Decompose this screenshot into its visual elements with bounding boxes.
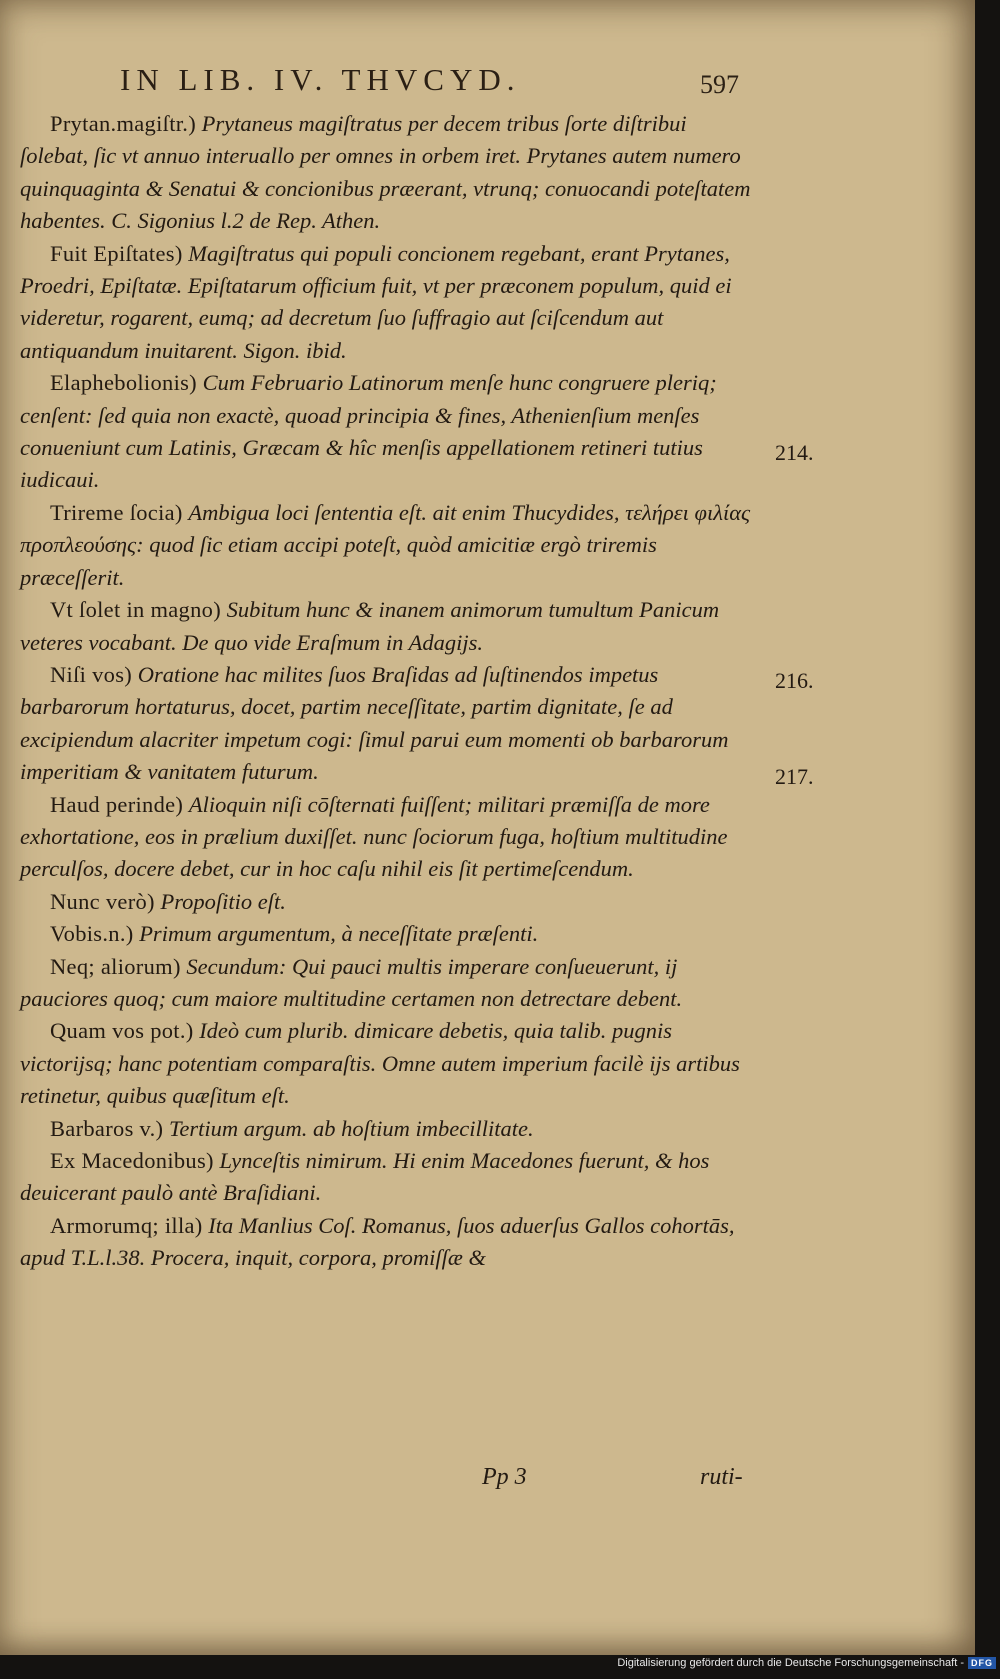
- dfg-logo-icon: DFG: [968, 1657, 996, 1669]
- entry-gloss: Magiſtratus qui populi concionem regebant, erant Prytanes, Proedri, Epiſtatæ. Epiſtatarum officium fuit, vt per præconem populum, quid ei videretur, rogarent, eumq; ad decretum ſuo ſuffragio aut ſciſcendum aut antiquandum inuitarent. Sigon. ibid.: [20, 240, 732, 363]
- entry-lemma: Niſi vos): [50, 661, 133, 687]
- entry-gloss: Cum Februario Latinorum menſe hunc congruere pleriq; cenſent: ſed quia non exactè, quoad principia & fines, Athenienſium menſes conueniunt cum Latinis, Græcam & hîc menſis appellationem retineri tutius iudicaui.: [20, 370, 717, 493]
- entry-lemma: Vobis.n.): [50, 921, 134, 947]
- entry-gloss: Lynceſtis nimirum. Hi enim Macedones fuerunt, & hos deuicerant paulò antè Braſidiani.: [20, 1148, 710, 1206]
- margin-section-number: 216.: [775, 668, 814, 693]
- commentary-entry: [20, 1210, 755, 1275]
- entry-gloss: Ambigua loci ſententia eſt. ait enim Thucydides, τελήρει φιλίας προπλεούσης: quod ſic etiam accipi poteſt, quòd amicitiæ ergò triremis præceſſerit.: [20, 499, 751, 590]
- entry-gloss: Ideò cum plurib. dimicare debetis, quia talib. pugnis victorijsq; hanc potentiam comparaſtis. Omne autem imperium facilè ijs artibus retinetur, quibus quæſitum eſt.: [20, 1018, 740, 1109]
- digitization-attribution: [617, 1657, 996, 1669]
- commentary-entry: [20, 1015, 755, 1112]
- entry-lemma: Quam vos pot.): [50, 1018, 194, 1044]
- commentary-entry: [20, 918, 755, 950]
- commentary-entry: [20, 238, 755, 368]
- entry-lemma: Barbaros v.): [50, 1115, 164, 1141]
- entry-lemma: Haud perinde): [50, 791, 184, 817]
- commentary-entry: [20, 789, 755, 886]
- commentary-entry: [20, 659, 755, 789]
- commentary-entry: [20, 1113, 755, 1145]
- entry-lemma: Neq; aliorum): [50, 953, 181, 979]
- entry-gloss: Alioquin niſi cōſternati fuiſſent; militari præmiſſa de more exhortatione, eos in prælium duxiſſet. nunc ſociorum fuga, hoſtium multitudine perculſos, docere debet, cur in hoc caſu nihil eis ſit pertimeſcendum.: [20, 791, 728, 882]
- entry-lemma: Fuit Epiſtates): [50, 240, 183, 266]
- commentary-entry: [20, 108, 755, 238]
- entry-lemma: Prytan.magiſtr.): [50, 111, 197, 136]
- entry-lemma: Ex Macedonibus): [50, 1148, 214, 1173]
- entry-lemma: Armorumq; illa): [50, 1212, 203, 1238]
- margin-section-number: 217.: [775, 764, 814, 789]
- margin-section-number: 214.: [775, 440, 814, 465]
- commentary-entry: [20, 886, 755, 918]
- entry-gloss: Oratione hac milites ſuos Braſidas ad ſuſtinendos impetus barbarorum hortaturus, docet, partim neceſſitate, partim dignitate, ſe ad excipiendum alacriter impetum cogi: ſimul parui eum momenti ob barbarorum imperitiam & vanitatem futurum.: [20, 661, 729, 785]
- catchword: ruti-: [700, 1464, 743, 1490]
- entry-lemma: Vt ſolet in magno): [50, 597, 221, 623]
- commentary-entry: [20, 1145, 755, 1210]
- commentary-entry: [20, 497, 755, 594]
- entry-gloss: Prytaneus magiſtratus per decem tribus ſorte diſtribui ſolebat, ſic vt annuo interuallo per omnes in orbem iret. Prytanes autem numero quinquaginta & Senatui & concionibus præerant, vtrunq; conuocandi poteſtatem habentes. C. Sigonius l.2 de Rep. Athen.: [20, 111, 751, 234]
- entry-lemma: Elaphebolionis): [50, 370, 197, 396]
- entry-lemma: Nunc verò): [50, 888, 155, 914]
- entry-lemma: Trireme ſocia): [50, 499, 183, 525]
- commentary-entry: [20, 367, 755, 497]
- entry-gloss: Propoſitio eſt.: [160, 888, 286, 914]
- attribution-text: Digitalisierung gefördert durch die Deutsche Forschungsgemeinschaft -: [617, 1657, 964, 1669]
- commentary-entry: [20, 951, 755, 1016]
- running-title: IN LIB. IV. THVCYD.: [120, 62, 521, 97]
- entry-gloss: Subitum hunc & inanem animorum tumultum Panicum veteres vocabant. De quo vide Eraſmum in Adagijs.: [20, 597, 720, 655]
- page-number: 597: [700, 70, 739, 99]
- commentary-entry: [20, 594, 755, 659]
- signature-mark: Pp 3: [482, 1464, 527, 1490]
- entry-gloss: Secundum: Qui pauci multis imperare conſueuerunt, ij pauciores quoq; cum maiore multitudine certamen non detrectare debent.: [20, 953, 683, 1011]
- entry-gloss: Ita Manlius Coſ. Romanus, ſuos aduerſus Gallos cohortās, apud T.L.l.38. Procera, inquit, corpora, promiſſæ &: [20, 1212, 735, 1271]
- entry-gloss: Tertium argum. ab hoſtium imbecillitate.: [168, 1115, 534, 1141]
- entry-gloss: Primum argumentum, à neceſſitate præſenti.: [139, 921, 539, 947]
- commentary-text: [20, 108, 755, 1275]
